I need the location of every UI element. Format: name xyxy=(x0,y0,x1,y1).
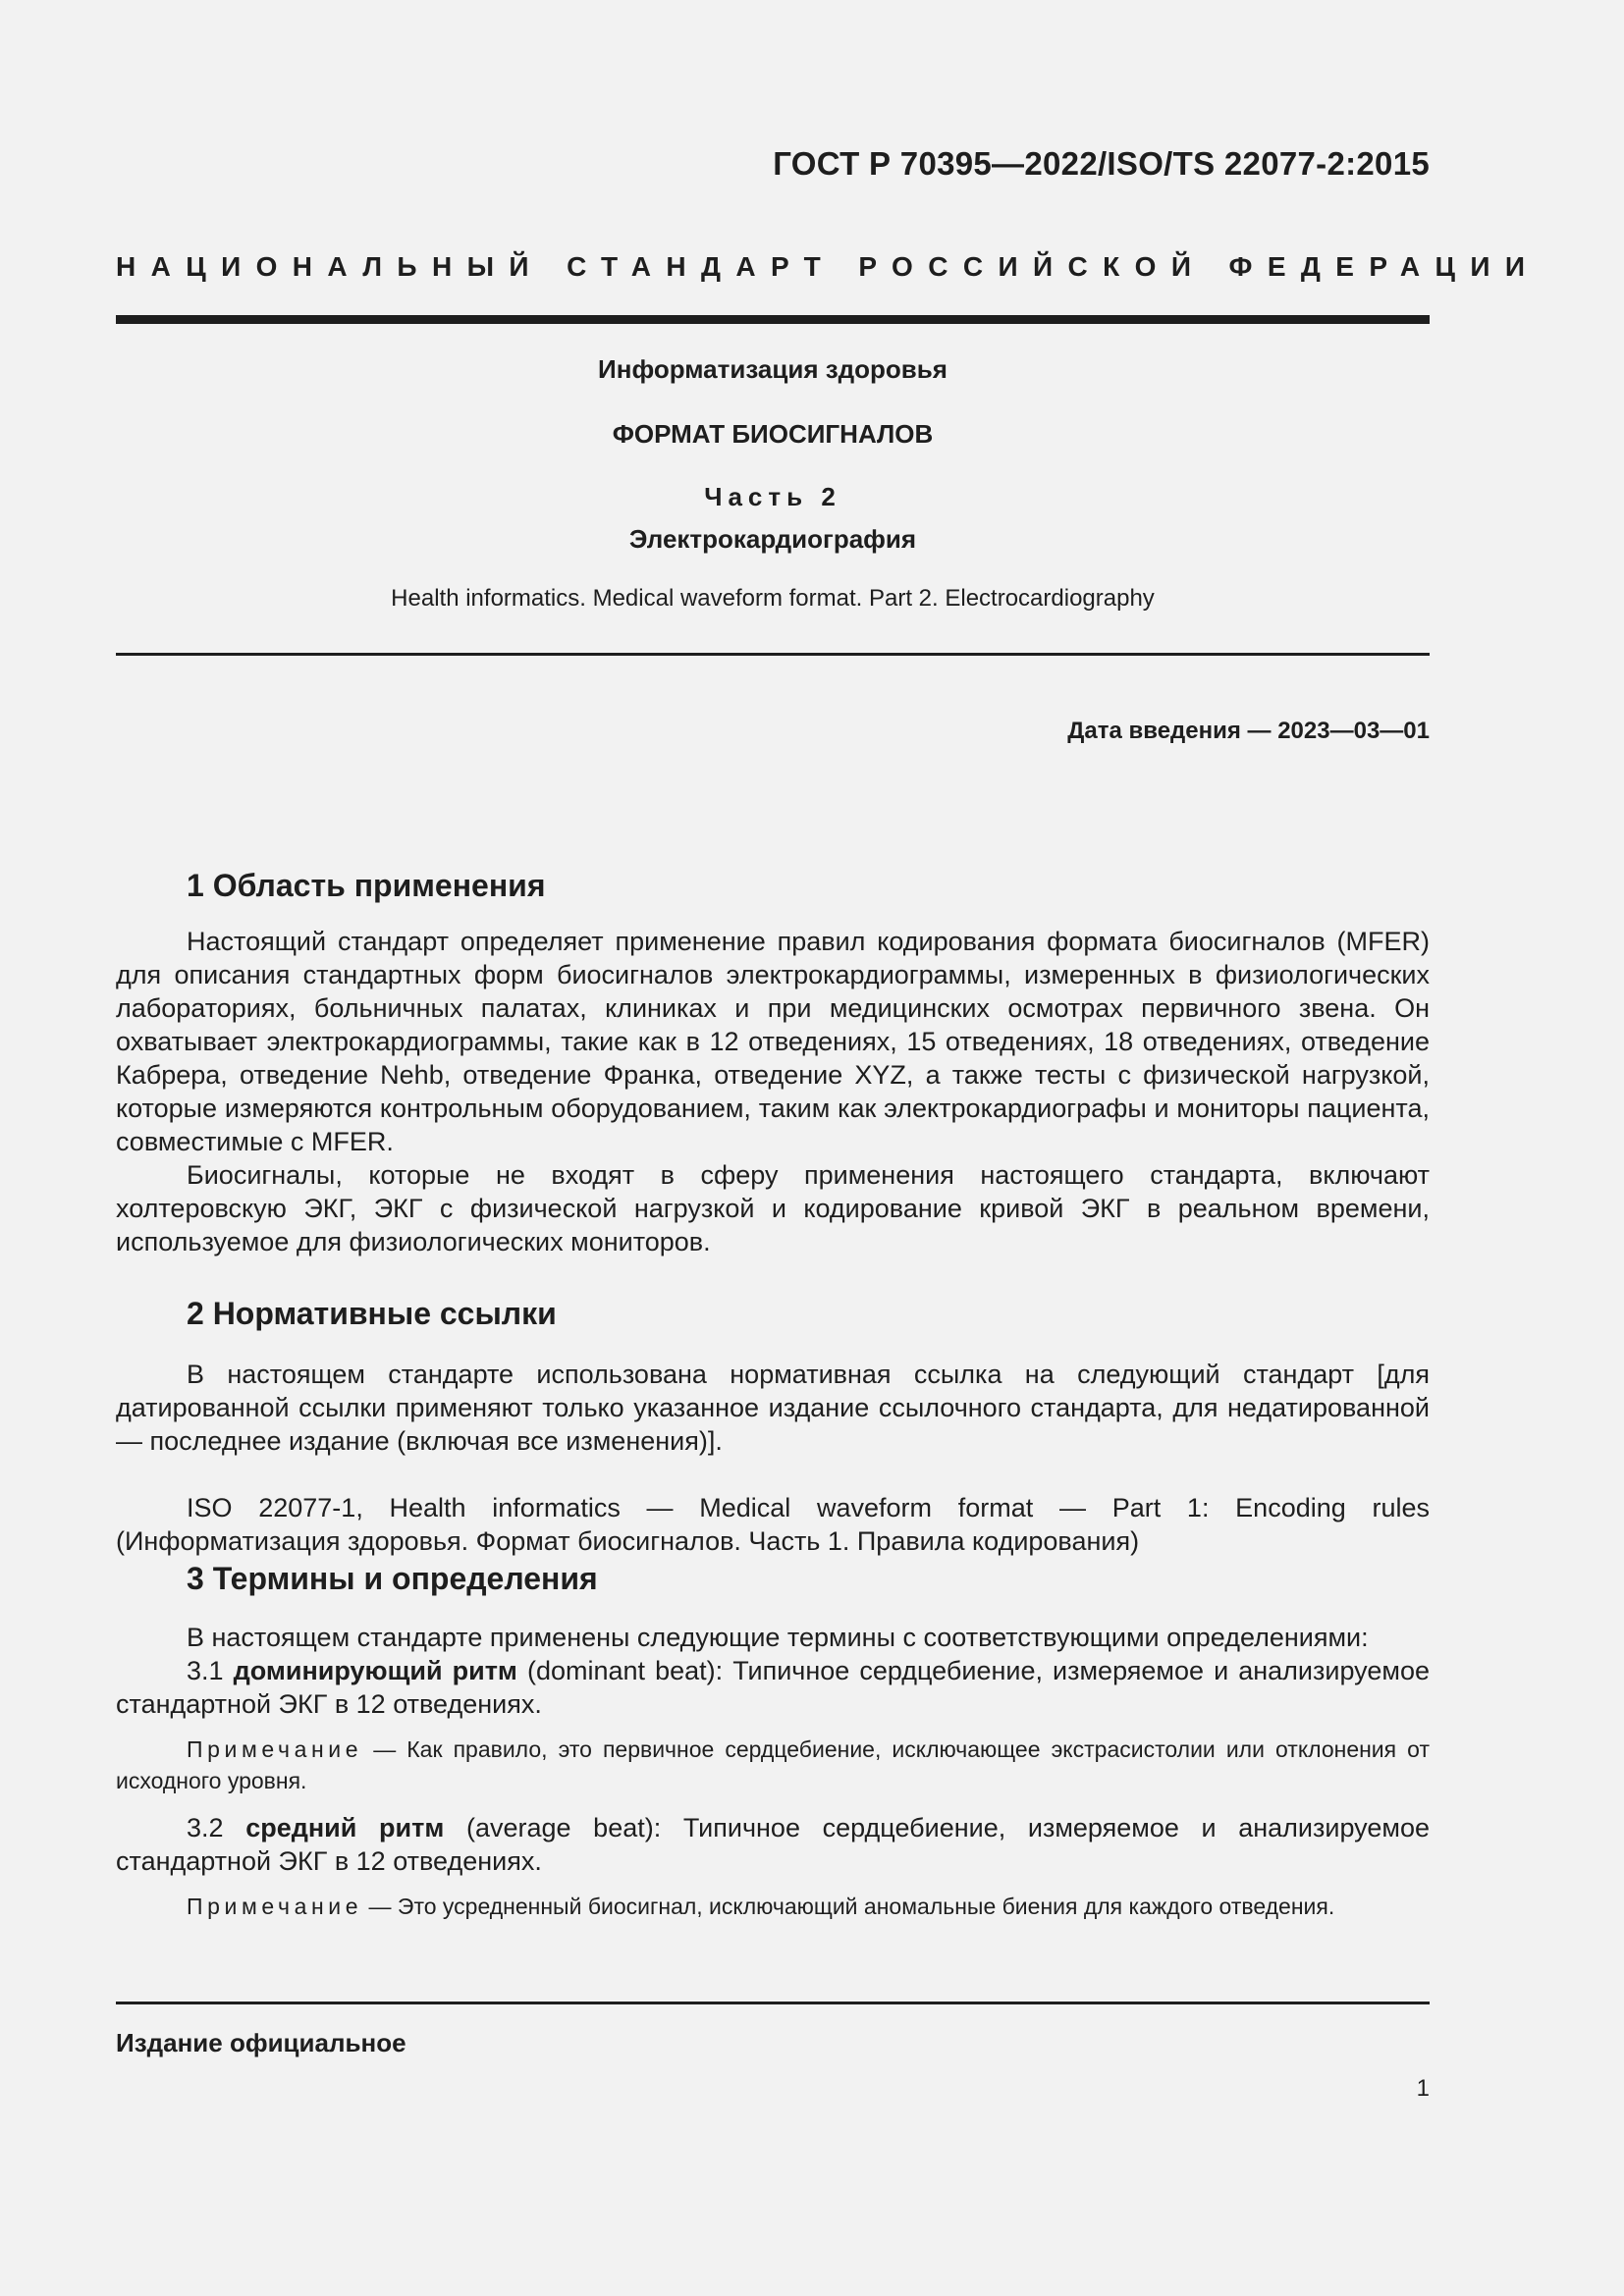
scope-paragraph-2: Биосигналы, которые не входят в сферу применения настоящего стандарта, включают холтеровскую ЭКГ, ЭКГ с физической нагрузкой и кодирование кривой ЭКГ в реальном времени, используемое для физиологических мониторов. xyxy=(116,1160,1430,1256)
note-label: Примечание xyxy=(187,1894,363,1919)
term-number: 3.2 xyxy=(187,1813,224,1842)
references-paragraph-2: ISO 22077-1, Health informatics — Medical waveform format — Part 1: Encoding rules (Информатизация здоровья. Формат биосигналов. Часть 1. Правила кодирования) xyxy=(116,1493,1430,1556)
term-text: (dominant beat): Типичное сердцебиение, измеряемое и анализируемое стандартной ЭКГ в 12 отведениях. xyxy=(116,1656,1430,1719)
main-title: ФОРМАТ БИОСИГНАЛОВ xyxy=(612,419,934,449)
section-heading-references: 2 Нормативные ссылки xyxy=(187,1296,557,1331)
term-text: (average beat): Типичное сердцебиение, измеряемое и анализируемое стандартной ЭКГ в 12 отведениях. xyxy=(116,1813,1430,1876)
term-name: средний ритм xyxy=(245,1813,445,1842)
term-definition xyxy=(116,1811,1430,1878)
term-note xyxy=(116,1734,1430,1796)
page-number: 1 xyxy=(1416,2075,1430,2102)
section-heading-terms: 3 Термины и определения xyxy=(187,1561,598,1596)
term-number: 3.1 xyxy=(187,1656,224,1685)
terms-intro: В настоящем стандарте применены следующие термины с соответствующими определениями: xyxy=(187,1623,1369,1652)
part-label: Часть 2 xyxy=(704,482,841,511)
national-standard-heading: НАЦИОНАЛЬНЫЙ СТАНДАРТ РОССИЙСКОЙ ФЕДЕРАЦИИ xyxy=(116,251,1541,282)
subject-title: Информатизация здоровья xyxy=(598,354,947,384)
document-code: ГОСТ Р 70395—2022/ISO/TS 22077-2:2015 xyxy=(773,145,1430,182)
introduction-date: Дата введения — 2023—03—01 xyxy=(1067,718,1430,744)
document-page xyxy=(116,0,1541,2296)
official-edition-label: Издание официальное xyxy=(116,2028,406,2057)
term-definition xyxy=(116,1654,1430,1721)
section-heading-scope: 1 Область применения xyxy=(187,868,546,903)
note-label: Примечание xyxy=(187,1736,363,1762)
references-paragraph-1: В настоящем стандарте использована нормативная ссылка на следующий стандарт [для датированной ссылки применяют только указанное издание ссылочного стандарта, для недатированной — последнее издание (включая все изменения)]. xyxy=(116,1360,1430,1456)
english-title: Health informatics. Medical waveform format. Part 2. Electrocardiography xyxy=(391,585,1155,612)
scope-paragraph-1: Настоящий стандарт определяет применение правил кодирования формата биосигналов (MFER) для описания стандартных форм биосигналов электрокардиограммы, измеренных в физиологических лабораториях, больничных палатах, клиниках и при медицинских осмотрах первичного звена. Он охватывает электрокардиограммы, такие как в 12 отведениях, 15 отведениях, 18 отведениях, отведение Кабрера, отведение Nehb, отведение Франка, отведение XYZ, а также тесты с физической нагрузкой, которые измеряются контрольным оборудованием, таким как электрокардиографы и мониторы пациента, совместимые с MFER. xyxy=(116,927,1430,1156)
note-text: — Это усредненный биосигнал, исключающий аномальные биения для каждого отведения. xyxy=(362,1894,1335,1919)
term-note xyxy=(116,1891,1430,1922)
title-divider xyxy=(116,653,1430,656)
footer-divider xyxy=(116,2002,1430,2004)
header-divider xyxy=(116,315,1430,324)
term-name: доминирующий ритм xyxy=(233,1656,517,1685)
note-text: — Как правило, это первичное сердцебиение, исключающее экстрасистолии или отклонения от исходного уровня. xyxy=(116,1736,1430,1793)
part-title: Электрокардиография xyxy=(628,524,917,554)
